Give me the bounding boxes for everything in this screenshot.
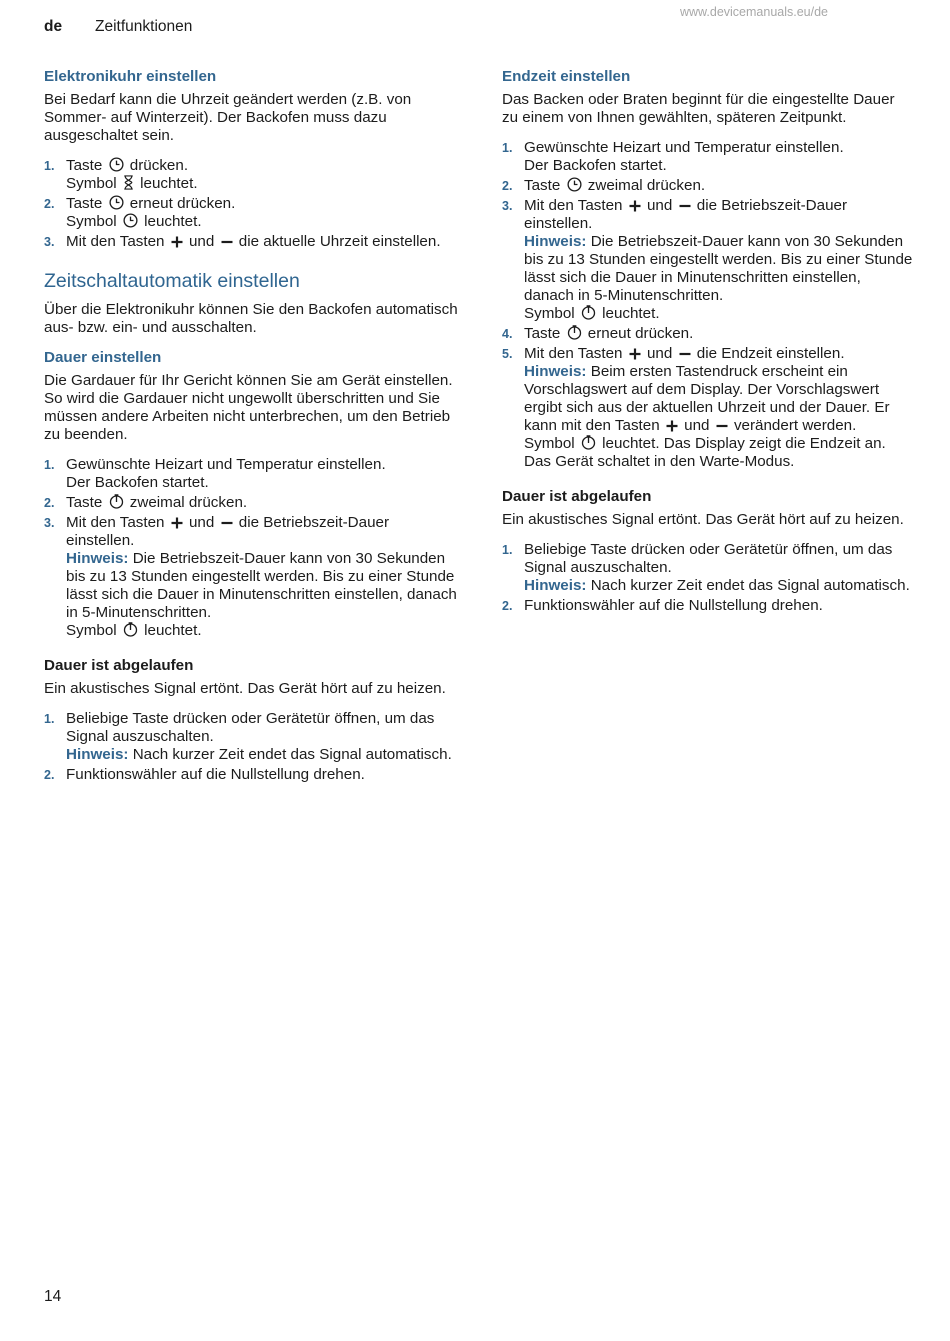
list-item <box>44 710 459 764</box>
step-text: Gewünschte Heizart und Temperatur einstellen. <box>524 139 844 156</box>
timer-icon <box>109 494 124 509</box>
section-intro: Über die Elektronikuhr können Sie den Backofen automatisch aus- bzw. ein- und ausschalten. <box>44 301 458 336</box>
minus-icon <box>679 348 691 360</box>
minus-icon <box>716 420 728 432</box>
list-item <box>44 766 459 784</box>
section-heading-elektronikuhr: Elektronikuhr einstellen <box>44 68 217 85</box>
timer-icon <box>123 622 138 637</box>
step-list <box>44 157 459 251</box>
note-text: Nach kurzer Zeit endet das Signal automatisch. <box>132 746 452 763</box>
step-text: Der Backofen startet. <box>524 157 667 174</box>
step-text: Gewünschte Heizart und Temperatur einstellen. <box>66 456 386 473</box>
step-text: leuchtet. <box>144 213 202 230</box>
step-number: 2. <box>44 197 55 211</box>
list-item <box>44 456 459 492</box>
step-text: leuchtet. <box>144 622 202 639</box>
hourglass-icon <box>123 175 134 190</box>
plus-icon <box>171 517 183 529</box>
note-label: Hinweis: <box>66 746 129 763</box>
timer-icon <box>567 325 582 340</box>
list-item <box>502 197 914 323</box>
step-text: drücken. <box>129 157 189 174</box>
step-text: zweimal drücken. <box>587 177 706 194</box>
section-intro: Die Gardauer für Ihr Gericht können Sie am Gerät einstellen. So wird die Gardauer nicht ungewollt überschritten und Sie müssen andere Arbeiten nicht unterbrechen, um den Betrieb zu beenden. <box>44 372 453 443</box>
step-text: und <box>646 345 673 362</box>
step-text: Funktionswähler auf die Nullstellung drehen. <box>524 597 823 614</box>
section-intro: Bei Bedarf kann die Uhrzeit geändert werden (z.B. von Sommer- auf Winterzeit). Der Backofen muss dazu ausgeschaltet sein. <box>44 91 412 144</box>
step-number: 1. <box>502 141 513 155</box>
step-text: Beliebige Taste drücken oder Gerätetür öffnen, um das Signal auszuschalten. <box>524 541 893 576</box>
step-list <box>502 541 914 615</box>
list-item <box>502 177 914 195</box>
list-item <box>44 195 459 231</box>
note-text: Nach kurzer Zeit endet das Signal automatisch. <box>590 577 910 594</box>
note-label: Hinweis: <box>524 233 587 250</box>
step-text: und <box>646 197 673 214</box>
plus-icon <box>171 236 183 248</box>
step-text: erneut drücken. <box>129 195 236 212</box>
step-number: 3. <box>502 199 513 213</box>
step-number: 3. <box>44 235 55 249</box>
step-text: erneut drücken. <box>587 325 694 342</box>
step-list <box>44 710 459 784</box>
step-number: 2. <box>44 496 55 510</box>
section-heading-endzeit: Endzeit einstellen <box>502 68 631 85</box>
step-text: leuchtet. <box>140 175 198 192</box>
clock-icon <box>109 195 124 210</box>
step-text: Symbol <box>66 175 117 192</box>
step-text: Mit den Tasten <box>66 514 165 531</box>
note-text: und <box>684 417 710 434</box>
clock-icon <box>123 213 138 228</box>
step-number: 2. <box>44 768 55 782</box>
plus-icon <box>629 200 641 212</box>
step-text: die Betriebszeit-Dauer einstellen. <box>66 514 390 549</box>
step-text: Symbol <box>524 435 575 452</box>
list-item <box>502 541 914 595</box>
list-item <box>502 139 914 175</box>
step-number: 2. <box>502 179 513 193</box>
note-text: Die Betriebszeit-Dauer kann von 30 Sekunden bis zu 13 Stunden eingestellt werden. Bis zu einer Stunde lässt sich die Dauer in Minutenschritten einstellen, danach in 5-Minutenschritten. <box>524 233 913 304</box>
step-text: Symbol <box>66 213 117 230</box>
step-number: 1. <box>502 543 513 557</box>
language-code: de <box>44 18 63 35</box>
plus-icon <box>666 420 678 432</box>
chapter-title: Zeitfunktionen <box>95 18 193 35</box>
step-text: Beliebige Taste drücken oder Gerätetür öffnen, um das Signal auszuschalten. <box>66 710 435 745</box>
plus-icon <box>629 348 641 360</box>
note-text: Beim ersten Tastendruck erscheint ein Vorschlagswert auf dem Display. Der Vorschlagswert ergibt sich aus der aktuellen Uhrzeit und der Dauer. Er kann mit den Tasten <box>524 363 890 434</box>
source-url[interactable]: www.devicemanuals.eu/de <box>680 5 828 19</box>
note-text: Die Betriebszeit-Dauer kann von 30 Sekunden bis zu 13 Stunden eingestellt werden. Bis zu einer Stunde lässt sich die Dauer in Minutenschritten einstellen, danach in 5-Minutenschritten. <box>66 550 457 621</box>
section-heading-dauer-abgelaufen: Dauer ist abgelaufen <box>502 488 652 505</box>
timer-icon <box>581 435 596 450</box>
step-text: die Betriebszeit-Dauer einstellen. <box>524 197 848 232</box>
step-text: Funktionswähler auf die Nullstellung drehen. <box>66 766 365 783</box>
step-text: und <box>188 233 215 250</box>
step-text: Symbol <box>66 622 117 639</box>
step-text: Taste <box>66 195 103 212</box>
left-column <box>44 68 459 801</box>
step-text: Der Backofen startet. <box>66 474 209 491</box>
step-list <box>44 456 459 640</box>
list-item <box>502 597 914 615</box>
section-heading-zeitschaltautomatik: Zeitschaltautomatik einstellen <box>44 270 300 292</box>
note-label: Hinweis: <box>66 550 129 567</box>
list-item <box>44 494 459 512</box>
step-number: 5. <box>502 347 513 361</box>
step-text: zweimal drücken. <box>129 494 248 511</box>
minus-icon <box>221 236 233 248</box>
list-item <box>502 325 914 343</box>
page-number: 14 <box>44 1288 62 1305</box>
list-item <box>502 345 914 471</box>
right-column <box>502 68 914 632</box>
step-text: die aktuelle Uhrzeit einstellen. <box>238 233 441 250</box>
step-number: 3. <box>44 516 55 530</box>
section-intro: Das Backen oder Braten beginnt für die eingestellte Dauer zu einem von Ihnen gewählten, späteren Zeitpunkt. <box>502 91 895 126</box>
step-text: Mit den Tasten <box>524 345 623 362</box>
note-label: Hinweis: <box>524 363 587 380</box>
clock-icon <box>567 177 582 192</box>
list-item <box>44 157 459 193</box>
step-text: Symbol <box>524 305 575 322</box>
step-text: Taste <box>524 325 561 342</box>
step-text: Taste <box>66 494 103 511</box>
note-label: Hinweis: <box>524 577 587 594</box>
step-text: Mit den Tasten <box>524 197 623 214</box>
section-heading-dauer: Dauer einstellen <box>44 349 162 366</box>
step-text: Mit den Tasten <box>66 233 165 250</box>
section-intro: Ein akustisches Signal ertönt. Das Gerät hört auf zu heizen. <box>44 680 446 697</box>
list-item <box>44 514 459 640</box>
timer-icon <box>581 305 596 320</box>
step-text: die Endzeit einstellen. <box>696 345 845 362</box>
step-text: Taste <box>66 157 103 174</box>
step-text: und <box>188 514 215 531</box>
minus-icon <box>221 517 233 529</box>
section-intro: Ein akustisches Signal ertönt. Das Gerät hört auf zu heizen. <box>502 511 904 528</box>
step-number: 4. <box>502 327 513 341</box>
step-number: 1. <box>44 712 55 726</box>
clock-icon <box>109 157 124 172</box>
step-text: leuchtet. <box>602 305 660 322</box>
step-number: 2. <box>502 599 513 613</box>
section-heading-dauer-abgelaufen: Dauer ist abgelaufen <box>44 657 194 674</box>
step-number: 1. <box>44 159 55 173</box>
step-text: Taste <box>524 177 561 194</box>
step-list <box>502 139 914 471</box>
minus-icon <box>679 200 691 212</box>
step-text: leuchtet. Das Display zeigt die Endzeit an. Das Gerät schaltet in den Warte-Modus. <box>524 435 886 470</box>
step-number: 1. <box>44 458 55 472</box>
note-text: verändert werden. <box>733 417 857 434</box>
list-item <box>44 233 459 251</box>
